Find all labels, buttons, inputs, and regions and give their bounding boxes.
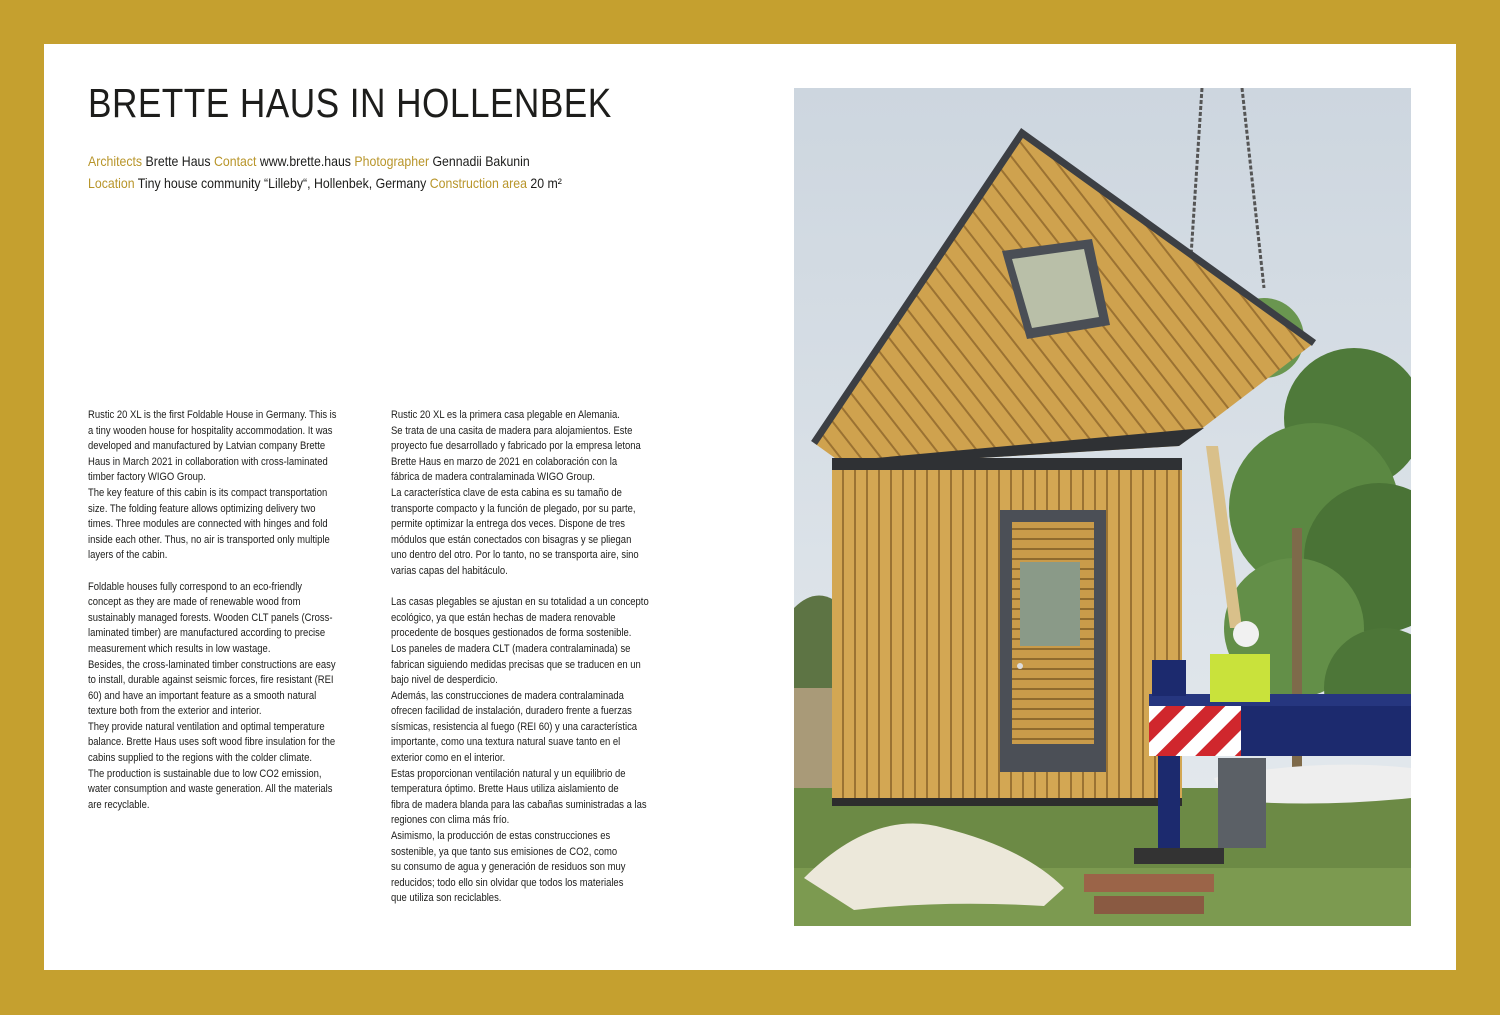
english-paragraph-2 — [88, 580, 356, 814]
credits-line-1 — [88, 150, 562, 172]
english-paragraph-1 — [88, 408, 356, 564]
text-line: uno dentro del otro. Por lo tanto, no se transporta aire, sino — [391, 549, 639, 562]
text-line: The key feature of this cabin is its compact transportation — [88, 486, 328, 499]
text-line: transporte compacto y la función de plegado, por su parte, — [391, 502, 636, 515]
text-line: varias capas del habitáculo. — [391, 564, 508, 577]
text-line: proyecto fue desarrollado y fabricado por la empresa letona — [391, 440, 641, 453]
page-title: BRETTE HAUS IN HOLLENBEK — [88, 80, 612, 126]
house-photo — [794, 88, 1411, 926]
text-line: layers of the cabin. — [88, 549, 168, 562]
spanish-text-column — [391, 408, 703, 923]
house-photo-illustration — [794, 88, 1411, 926]
credit-value-construction-area: 20 m² — [530, 175, 562, 191]
text-line: su consumo de agua y generación de residuos son muy — [391, 861, 626, 874]
credit-label-photographer: Photographer — [354, 153, 430, 169]
text-line: sísmicas, resistencia al fuego (REI 60) y una característica — [391, 720, 638, 733]
credit-label-construction-area: Construction area — [429, 175, 527, 191]
text-line: to install, durable against seismic forces, fire resistant (REI — [88, 674, 334, 687]
spanish-paragraph-1 — [391, 408, 659, 580]
text-line: temperatura óptimo. Brette Haus utiliza aislamiento de — [391, 783, 619, 796]
text-line: Estas proporcionan ventilación natural y un equilibrio de — [391, 767, 626, 780]
text-line: procedente de bosques gestionados de forma sostenible. — [391, 627, 632, 640]
spanish-paragraph-2 — [391, 595, 659, 907]
text-line: measurement which results in low wastage. — [88, 642, 271, 655]
text-line: módulos que están conectados con bisagras y se pliegan — [391, 533, 632, 546]
text-line: Rustic 20 XL es la primera casa plegable en Alemania. — [391, 409, 620, 421]
text-line: regiones con clima más frío. — [391, 814, 510, 827]
text-line: timber factory WIGO Group. — [88, 471, 206, 484]
text-line: Además, las construcciones de madera contralaminada — [391, 689, 624, 702]
text-line: Rustic 20 XL is the first Foldable House in Germany. This is — [88, 409, 337, 421]
credit-label-location: Location — [88, 175, 135, 191]
credit-value-location: Tiny house community “Lilleby“, Hollenbek, Germany — [137, 175, 427, 191]
credit-label-architects: Architects — [88, 153, 143, 169]
text-line: Besides, the cross-laminated timber constructions are easy — [88, 658, 336, 671]
text-line: The production is sustainable due to low CO2 emission, — [88, 767, 322, 780]
text-line: cabins supplied to the regions with the colder climate. — [88, 752, 313, 765]
text-line: reducidos; todo ello sin olvidar que todos los materiales — [391, 876, 624, 889]
text-line: size. The folding feature allows optimizing delivery two — [88, 502, 316, 515]
text-line: importante, como una textura natural suave tanto en el — [391, 736, 621, 749]
text-line: sostenible, ya que tanto sus emisiones de CO2, como — [391, 845, 618, 858]
text-line: Los paneles de madera CLT (madera contralaminada) se — [391, 642, 631, 655]
book-page — [44, 44, 1456, 970]
credit-value-architects: Brette Haus — [145, 153, 211, 169]
text-line: are recyclable. — [88, 798, 150, 811]
text-line: La característica clave de esta cabina es su tamaño de — [391, 486, 622, 499]
text-line: sustainably managed forests. Wooden CLT panels (Cross- — [88, 611, 333, 624]
text-line: exterior como en el interior. — [391, 752, 506, 765]
text-line: developed and manufactured by Latvian company Brette — [88, 440, 326, 453]
text-line: permite optimizar la entrega dos veces. Dispone de tres — [391, 518, 625, 531]
text-line: Asimismo, la producción de estas construcciones es — [391, 830, 611, 843]
text-line: Brette Haus en marzo de 2021 en colaboración con la — [391, 455, 618, 468]
text-line: Haus in March 2021 in collaboration with cross-laminated — [88, 455, 328, 468]
text-line: Se trata de una casita de madera para alojamientos. Este — [391, 424, 633, 437]
text-line: bajo nivel de desperdicio. — [391, 674, 498, 687]
text-line: times. Three modules are connected with hinges and fold — [88, 518, 328, 531]
text-line: Las casas plegables se ajustan en su totalidad a un concepto — [391, 596, 649, 609]
text-line: ofrecen facilidad de instalación, duradero frente a fuerzas — [391, 705, 632, 718]
text-line: fibra de madera blanda para las cabañas suministradas a las — [391, 798, 647, 811]
text-line: water consumption and waste generation. All the materials — [88, 783, 333, 796]
text-line: Foldable houses fully correspond to an eco-friendly — [88, 580, 303, 593]
credits-block — [88, 150, 562, 194]
text-line: ecológico, ya que están hechas de madera renovable — [391, 611, 616, 624]
english-text-column — [88, 408, 400, 829]
text-line: laminated timber) are manufactured according to precise — [88, 627, 326, 640]
text-line: fábrica de madera contralaminada WIGO Group. — [391, 471, 596, 484]
text-line: They provide natural ventilation and optimal temperature — [88, 720, 325, 733]
credit-value-photographer: Gennadii Bakunin — [432, 153, 530, 169]
credit-value-contact: www.brette.haus — [259, 153, 351, 169]
credits-line-2 — [88, 172, 562, 194]
credit-label-contact: Contact — [214, 153, 257, 169]
text-line: balance. Brette Haus uses soft wood fibre insulation for the — [88, 736, 336, 749]
text-line: inside each other. Thus, no air is transported only multiple — [88, 533, 330, 546]
text-line: que utiliza son reciclables. — [391, 892, 502, 905]
text-line: concept as they are made of renewable wood from — [88, 596, 301, 609]
text-line: a tiny wooden house for hospitality accommodation. It was — [88, 424, 333, 437]
text-line: fabrican siguiendo medidas precisas que se traducen en un — [391, 658, 641, 671]
text-line: 60) and have an important feature as a smooth natural — [88, 689, 317, 702]
text-line: texture both from the exterior and interior. — [88, 705, 262, 718]
